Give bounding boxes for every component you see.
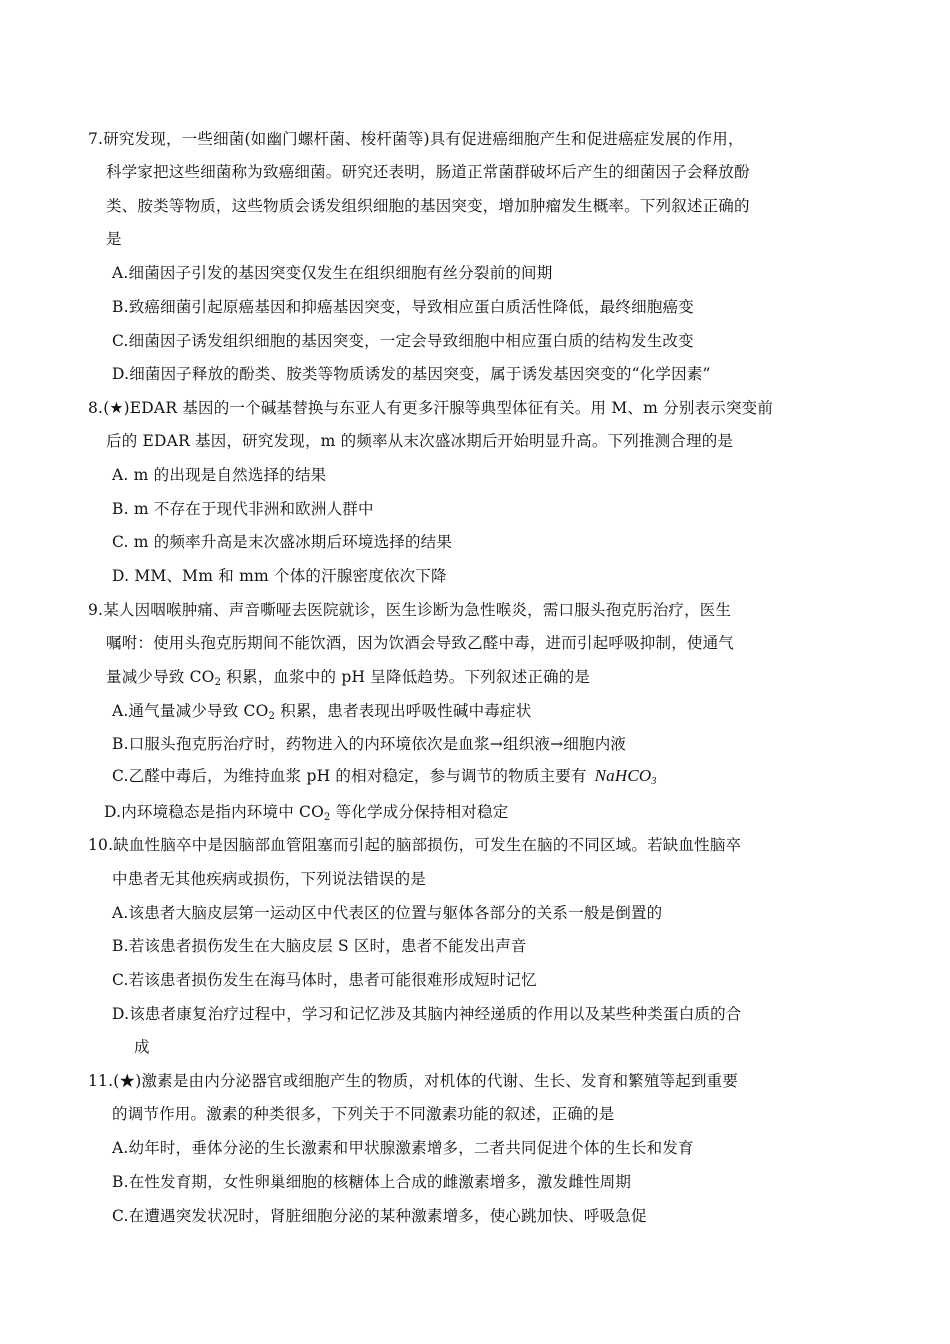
q11-stem-line-1: 11.(★)激素是由内分泌器官或细胞产生的物质，对机体的代谢、生长、发育和繁殖等起到重要 [88,1072,739,1090]
q9-option-d: D.内环境稳态是指内环境中 $CO_2$ 等化学成分保持相对稳定 [104,803,509,823]
q7-stem-line-2: 科学家把这些细菌称为致癌细菌。研究还表明，肠道正常菌群破坏后产生的细菌因子会释放酚 [106,163,750,181]
q8-number: 8. [88,399,104,417]
q7-option-d: D.细菌因子释放的酚类、胺类等物质诱发的基因突变，属于诱发基因突变的“化学因素” [112,365,711,383]
q7-option-c: C.细菌因子诱发组织细胞的基因突变，一定会导致细胞中相应蛋白质的结构发生改变 [112,332,694,350]
q10-option-c: C.若该患者损伤发生在海马体时，患者可能很难形成短时记忆 [112,971,537,989]
q8-option-b: B. m 不存在于现代非洲和欧洲人群中 [112,500,374,518]
q10-option-a: A.该患者大脑皮层第一运动区中代表区的位置与躯体各部分的关系一般是倒置的 [112,904,663,922]
q9-option-c: C.乙醛中毒后，为维持血浆 pH 的相对稳定，参与调节的物质主要有 NaHCO$_3$ [112,766,657,787]
q10-option-d-line-2: 成 [134,1038,150,1056]
q11-option-b: B.在性发育期，女性卵巢细胞的核糖体上合成的雌激素增多，激发雌性周期 [112,1173,632,1191]
q10-stem-line-2: 中患者无其他疾病或损伤，下列说法错误的是 [112,870,427,888]
q11-number: 11. [88,1072,114,1090]
q10-number: 10. [88,836,114,854]
q9-option-b: B.口服头孢克肟治疗时，药物进入的内环境依次是血浆→组织液→细胞内液 [112,735,627,753]
q7-option-a: A.细菌因子引发的基因突变仅发生在组织细胞有丝分裂前的间期 [112,264,553,282]
q7-number: 7. [88,130,104,148]
q9-stem-line-3: 量减少导致 $CO_2$ 积累，血浆中的 pH 呈降低趋势。下列叙述正确的是 [106,668,591,688]
q9-stem-line-1: 9.某人因咽喉肿痛、声音嘶哑去医院就诊，医生诊断为急性喉炎，需口服头孢克肟治疗，医生 [88,601,732,619]
q10-option-b: B.若该患者损伤发生在大脑皮层 S 区时，患者不能发出声音 [112,937,527,955]
q11-option-a: A.幼年时，垂体分泌的生长激素和甲状腺激素增多，二者共同促进个体的生长和发育 [112,1139,694,1157]
nahco3-formula: NaHCO$_3$ [594,766,657,787]
q8-stem-line-1: 8.(★)EDAR 基因的一个碱基替换与东亚人有更多汗腺等典型体征有关。用 M、m 分别表示突变前 [88,399,774,417]
q10-option-d-line-1: D.该患者康复治疗过程中，学习和记忆涉及其脑内神经递质的作用以及某些种类蛋白质的合 [112,1005,742,1023]
q8-option-c: C. m 的频率升高是末次盛冰期后环境选择的结果 [112,533,453,551]
q9-number: 9. [88,601,104,619]
q7-stem-line-4: 是 [106,230,122,248]
q7-stem-line-3: 类、胺类等物质，这些物质会诱发组织细胞的基因突变，增加肿瘤发生概率。下列叙述正确的 [106,197,750,215]
q8-stem-line-2: 后的 EDAR 基因，研究发现，m 的频率从末次盛冰期后开始明显升高。下列推测合理的是 [106,432,734,450]
q7-stem-line-1: 7.研究发现，一些细菌(如幽门螺杆菌、梭杆菌等)具有促进癌细胞产生和促进癌症发展的作用， [88,130,744,148]
q8-option-d: D. MM、Mm 和 mm 个体的汗腺密度依次下降 [112,567,447,585]
q8-option-a: A. m 的出现是自然选择的结果 [112,466,327,484]
q10-stem-line-1: 10.缺血性脑卒中是因脑部血管阻塞而引起的脑部损伤，可发生在脑的不同区域。若缺血性脑卒 [88,836,742,854]
q9-option-a: A.通气量减少导致 $CO_2$ 积累，患者表现出呼吸性碱中毒症状 [112,702,532,722]
q9-stem-line-2: 嘱咐：使用头孢克肟期间不能饮酒，因为饮酒会导致乙醛中毒，进而引起呼吸抑制，使通气 [106,634,735,652]
q7-option-b: B.致癌细菌引起原癌基因和抑癌基因突变，导致相应蛋白质活性降低，最终细胞癌变 [112,298,694,316]
q11-option-c: C.在遭遇突发状况时，肾脏细胞分泌的某种激素增多，使心跳加快、呼吸急促 [112,1207,647,1225]
q11-stem-line-2: 的调节作用。激素的种类很多，下列关于不同激素功能的叙述，正确的是 [112,1105,615,1123]
